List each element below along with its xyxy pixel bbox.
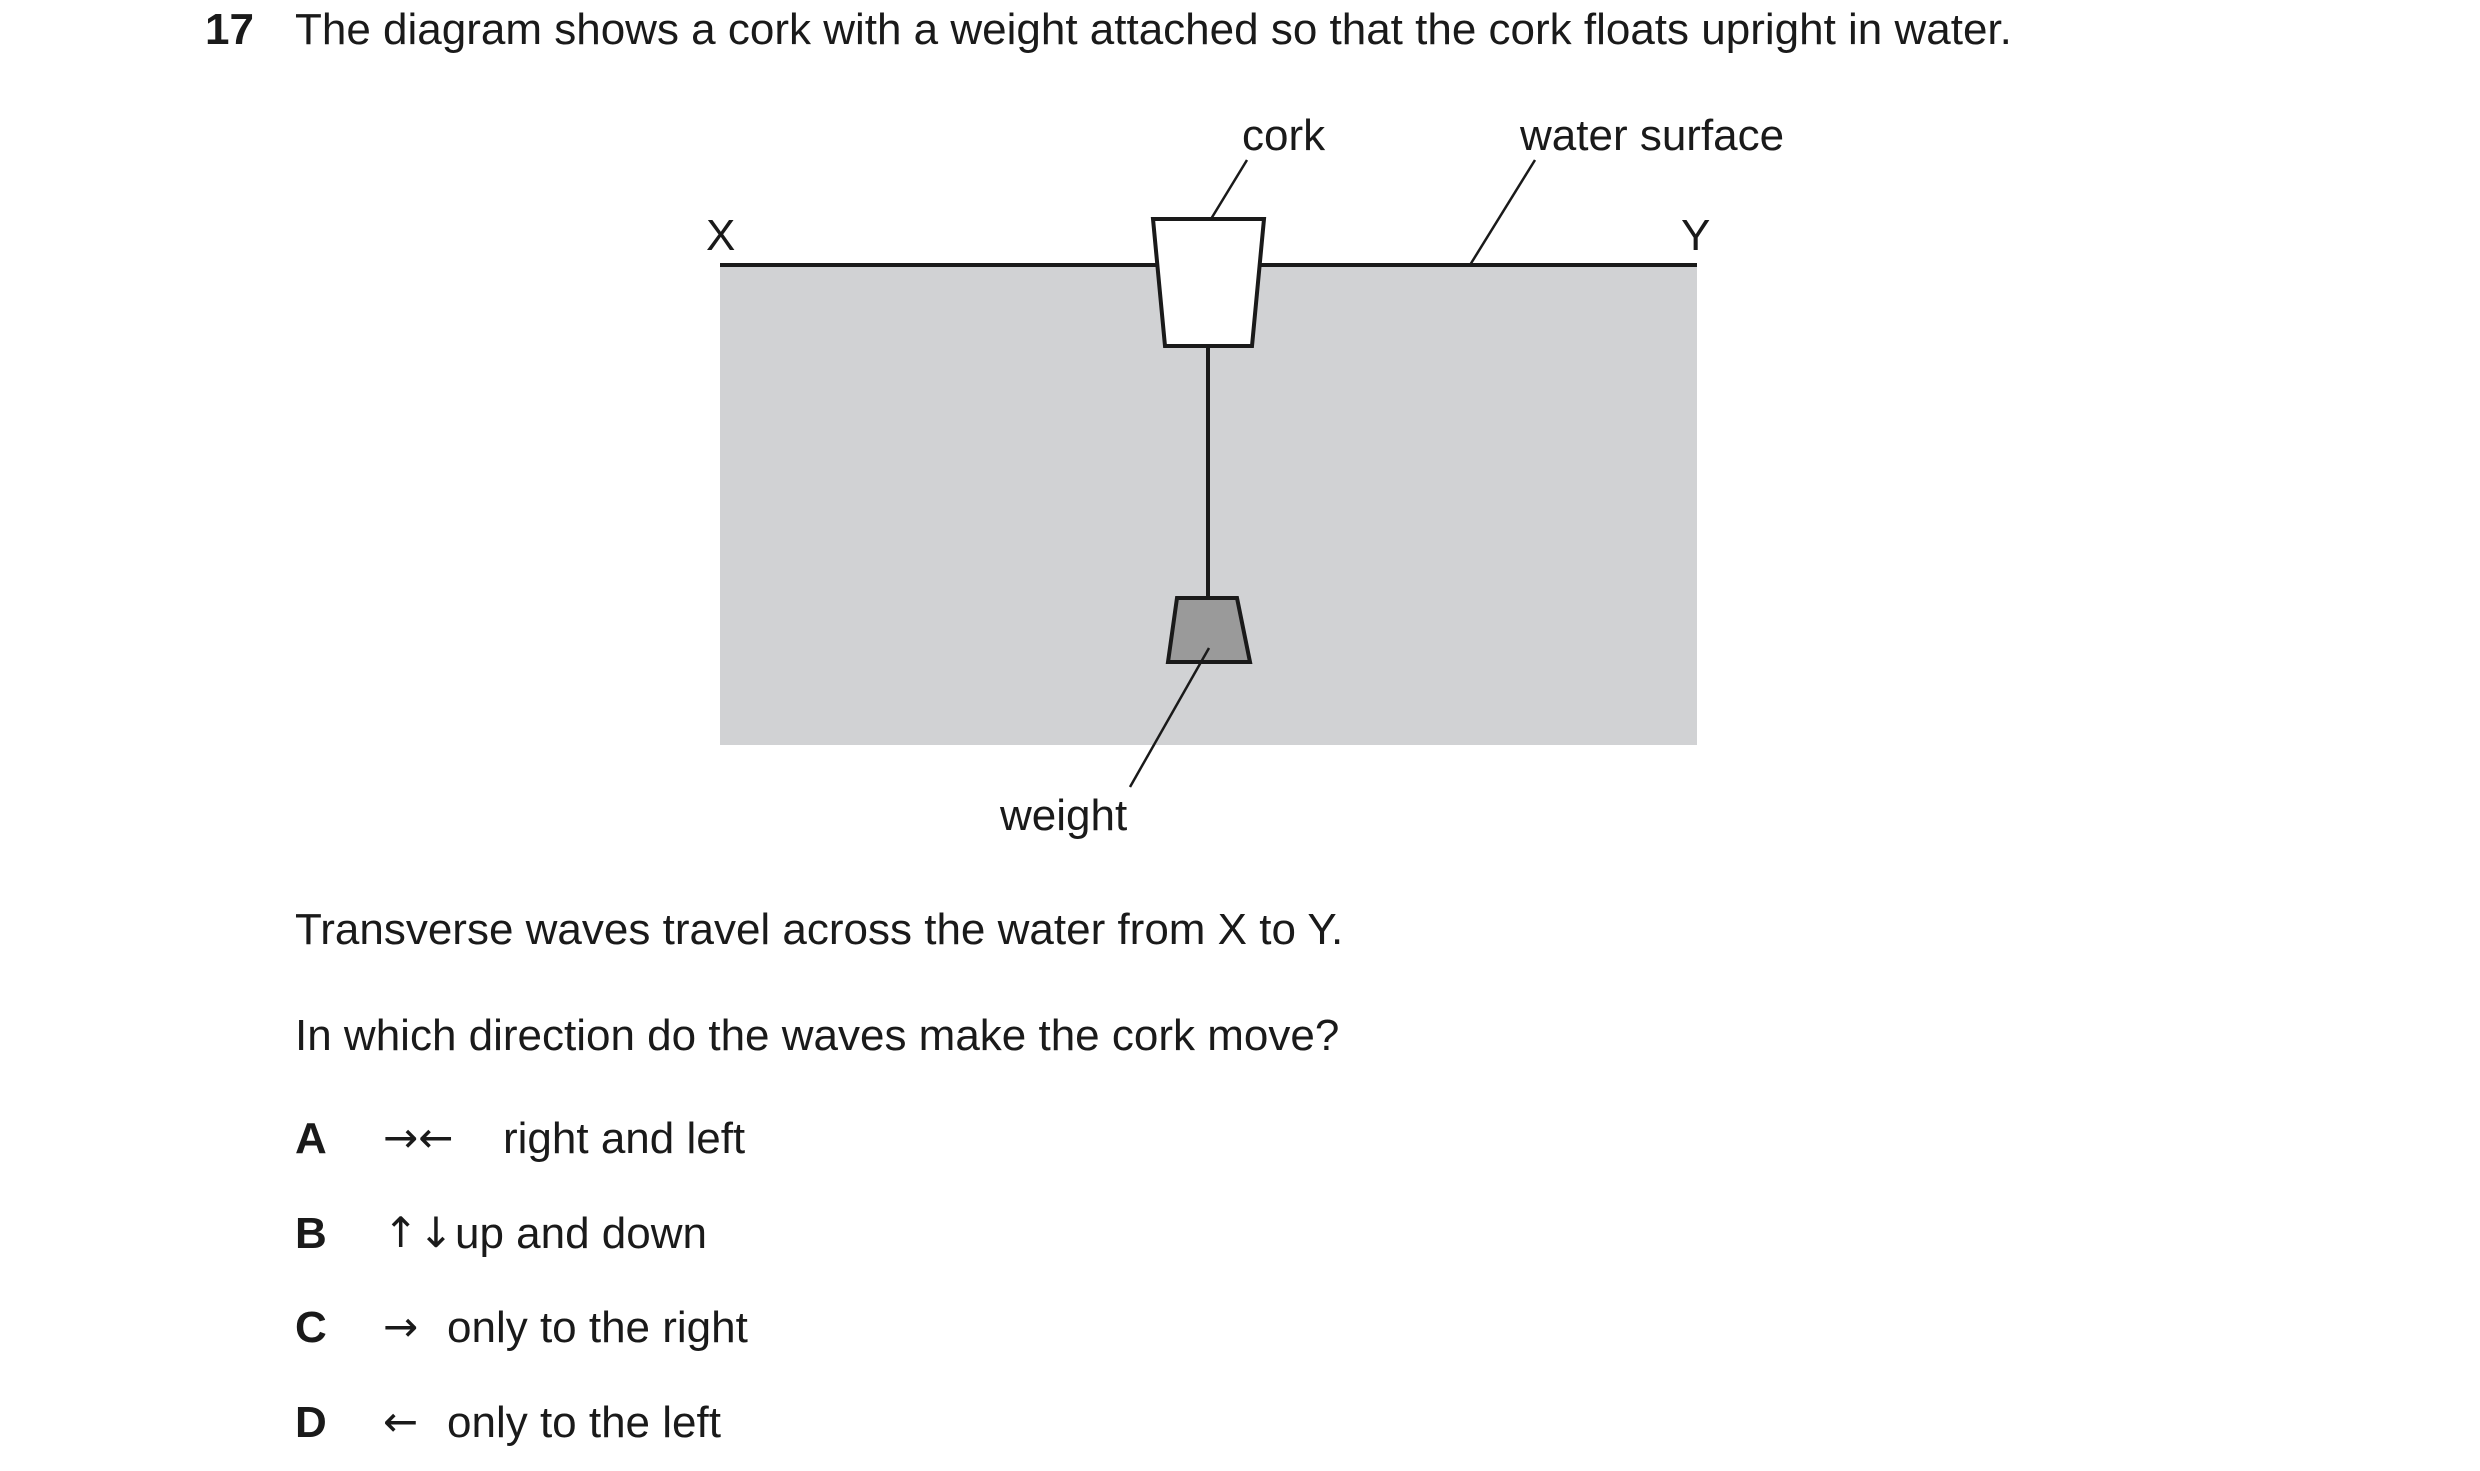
prompt-text: In which direction do the waves make the cork move?: [295, 1011, 1340, 1060]
water-surface-leader-line: [1470, 160, 1535, 265]
cork-shape: [1153, 219, 1264, 346]
weight-shape: [1168, 598, 1250, 662]
right-arrow-icon: →: [383, 1302, 419, 1351]
option-letter: C: [295, 1303, 327, 1352]
option-text: right and left: [503, 1114, 746, 1163]
point-x-label: X: [706, 211, 736, 260]
option-letter: D: [295, 1398, 327, 1447]
weight-label: weight: [1000, 791, 1128, 840]
up-down-arrows-icon: ↑↓: [383, 1208, 454, 1257]
option-text: only to the right: [447, 1303, 748, 1352]
question-number: 17: [205, 5, 254, 54]
cork-label: cork: [1242, 111, 1326, 160]
right-left-arrows-icon: →←: [383, 1113, 454, 1162]
point-y-label: Y: [1681, 211, 1711, 260]
option-text: up and down: [455, 1209, 707, 1258]
question-stem: The diagram shows a cork with a weight attached so that the cork floats upright in water.: [295, 5, 2012, 54]
left-arrow-icon: ←: [383, 1397, 419, 1446]
option-letter: B: [295, 1209, 327, 1258]
option-letter: A: [295, 1114, 327, 1163]
option-text: only to the left: [447, 1398, 721, 1447]
water-surface-label: water surface: [1520, 111, 1785, 160]
cork-leader-line: [1211, 160, 1247, 219]
info-text: Transverse waves travel across the water from X to Y.: [295, 905, 1344, 954]
